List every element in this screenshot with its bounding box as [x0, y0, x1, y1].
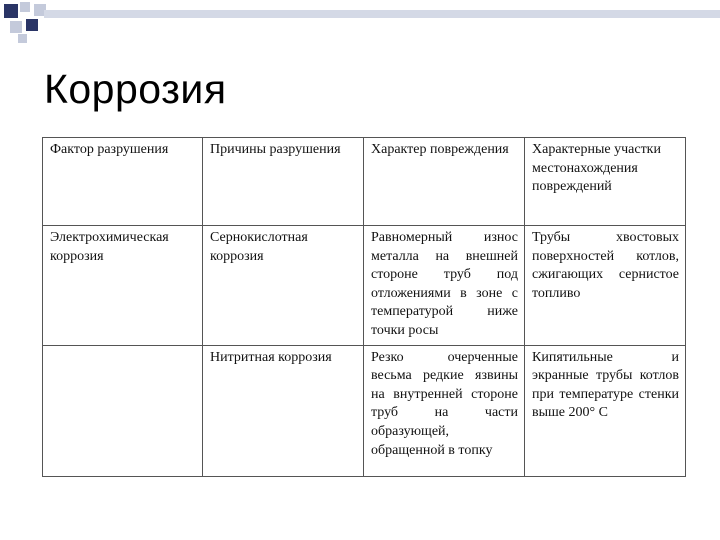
- cell-locations: Трубы хвостовых поверхностей котлов, сжигающих сернистое топливо: [525, 226, 686, 346]
- header-cell-damage: Характер повреждения: [364, 138, 525, 226]
- header-rule: [44, 10, 720, 18]
- header-cell-locations: Характерные участки местонахождения повреждений: [525, 138, 686, 226]
- header-cell-cause: Причины разрушения: [203, 138, 364, 226]
- cell-damage: Резко очерченные весьма редкие язвины на внутренней стороне труб на части образующей, обращенной в топку: [364, 345, 525, 476]
- deco-square-5: [26, 19, 38, 31]
- deco-square-4: [10, 21, 22, 33]
- deco-square-6: [18, 34, 27, 43]
- deco-square-2: [20, 2, 30, 12]
- cell-cause: Нитритная коррозия: [203, 345, 364, 476]
- corrosion-table: [42, 137, 686, 477]
- cell-factor: Электрохимическая коррозия: [43, 226, 203, 346]
- cell-factor: [43, 345, 203, 476]
- header-cell-factor: Фактор разрушения: [43, 138, 203, 226]
- cell-damage: Равномерный износ металла на внешней стороне труб под отложениями в зоне с температурой ниже точки росы: [364, 226, 525, 346]
- table-row: [43, 226, 686, 346]
- cell-locations: Кипятильные и экранные трубы котлов при температуре стенки выше 200° С: [525, 345, 686, 476]
- table-row: [43, 345, 686, 476]
- decorative-squares: [0, 0, 60, 45]
- deco-square-1: [4, 4, 18, 18]
- cell-cause: Сернокислотная коррозия: [203, 226, 364, 346]
- table-header-row: [43, 138, 686, 226]
- slide-title: Коррозия: [44, 66, 227, 112]
